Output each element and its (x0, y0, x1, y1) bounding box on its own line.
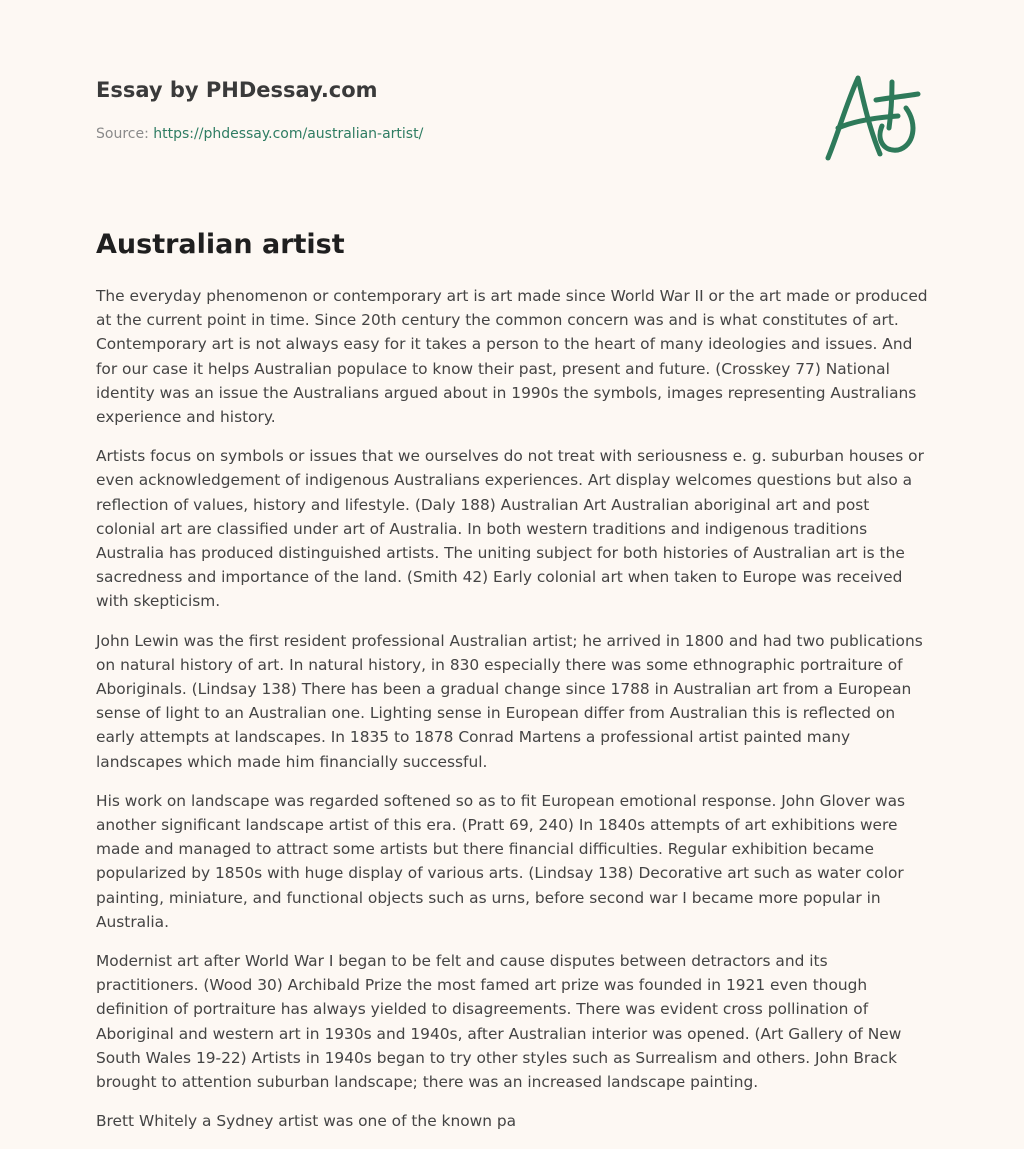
essay-paragraph: John Lewin was the first resident professional Australian artist; he arrived in 1800 and had two publications on natural history of art. In natural history, in 830 especially there was some ethnographic portraiture of Aboriginals. (Lindsay 138) There has been a gradual change since 1788 in Australian art from a European sense of light to an Australian one. Lighting sense in European differ from Australian this is reflected on early attempts at landscapes. In 1835 to 1878 Conrad Martens a professional artist painted many landscapes which made him financially successful. (96, 631, 923, 771)
a-plus-logo-icon (818, 64, 928, 168)
essay-paragraph: The everyday phenomenon or contemporary art is art made since World War II or the art made or produced at the current point in time. Since 20th century the common concern was and is what constitutes of art. Contemporary art is not always easy for it takes a person to the heart of many ideologies and issues. And for our case it helps Australian populace to know their past, present and future. (Crosskey 77) National identity was an issue the Australians argued about in 1990s the symbols, images representing Australians experience and history. (96, 287, 928, 427)
site-title: Essay by PHDessay.com (96, 78, 378, 102)
essay-paragraph: His work on landscape was regarded softened so as to fit European emotional response. John Glover was another significant landscape artist of this era. (Pratt 69, 240) In 1840s attempts of art exhibitions were made and managed to attract some artists but there financial difficulties. Regular exhibition became popularized by 1850s with huge display of various arts. (Lindsay 138) Decorative art such as water color painting, miniature, and functional objects such as urns, before second war I became more popular in Australia. (96, 791, 906, 931)
source-link[interactable]: https://phdessay.com/australian-artist/ (153, 126, 424, 142)
source-label: Source: (96, 126, 149, 142)
source-line (96, 124, 936, 144)
essay-paragraph: Brett Whitely a Sydney artist was one of the known pa (96, 1112, 517, 1131)
essay-body (96, 284, 932, 1149)
essay-title: Australian artist (96, 229, 345, 260)
essay-header (96, 76, 936, 144)
essay-paragraph: Modernist art after World War I began to be felt and cause disputes between detractors and its practitioners. (Wood 30) Archibald Prize the most famed art prize was founded in 1921 even though definition of portraiture has always yielded to disagreements. There was evident cross pollination of Aboriginal and western art in 1930s and 1940s, after Australian interior was opened. (Art Gallery of New South Wales 19-22) Artists in 1940s began to try other styles such as Surrealism and others. John Brack brought to attention suburban landscape; there was an increased landscape painting. (96, 952, 902, 1092)
essay-paragraph: Artists focus on symbols or issues that we ourselves do not treat with seriousness e. g. suburban houses or even acknowledgement of indigenous Australians experiences. Art display welcomes questions but also a reflection of values, history and lifestyle. (Daly 188) Australian Art Australian aboriginal art and post colonial art are classified under art of Australia. In both western traditions and indigenous traditions Australia has produced distinguished artists. The uniting subject for both histories of Australian art is the sacredness and importance of the land. (Smith 42) Early colonial art when taken to Europe was received with skepticism. (96, 447, 924, 611)
